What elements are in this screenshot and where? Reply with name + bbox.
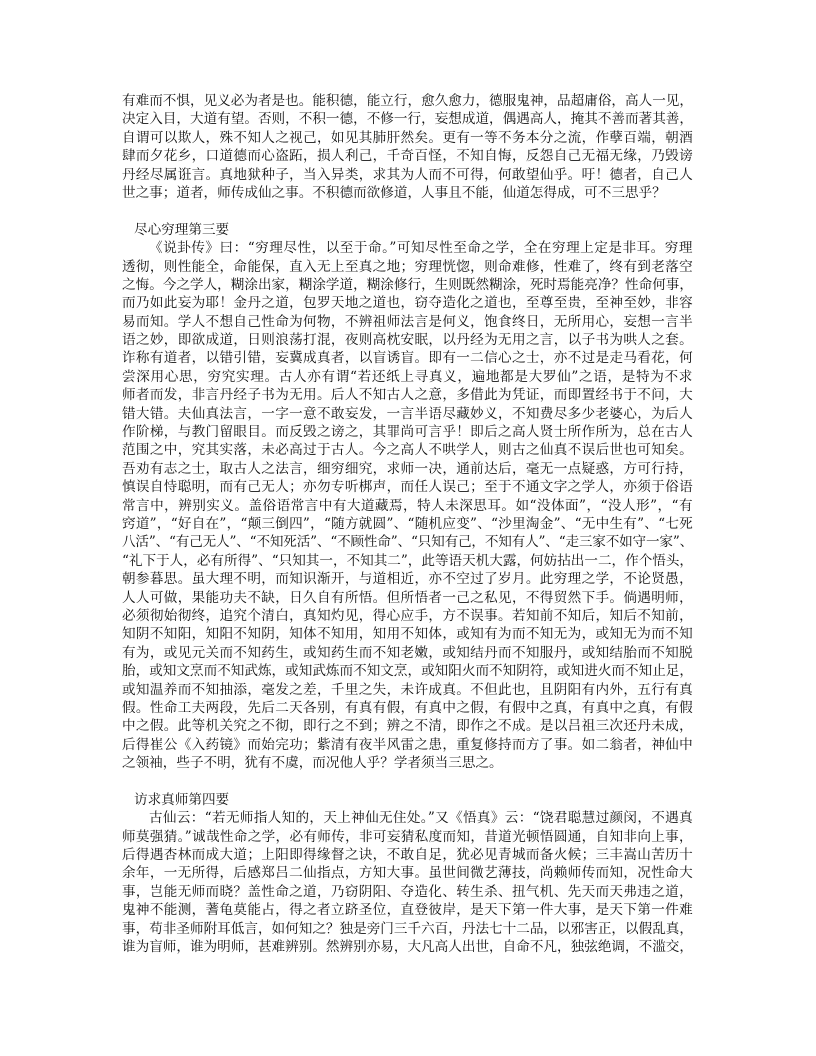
- text-line: [122, 294, 693, 312]
- text-line: [122, 405, 693, 423]
- text-line: [122, 920, 693, 938]
- text-line-content: 透彻，则性能全，命能保，直入无上至真之地；穷理恍惚，则命难修，性难了，终有到老落空: [122, 258, 693, 275]
- text-line: [122, 533, 693, 551]
- text-line: [122, 938, 693, 956]
- text-line-content: 胎，或知文烹而不知武炼，或知武炼而不知文烹，或知阳火而不知阴符，或知进火而不知止足，: [122, 663, 693, 680]
- text-line-content: 或知温养而不知抽添，毫发之差，千里之失，未许成真。不但此也，且阴阳有内外，五行有真: [122, 681, 693, 698]
- text-line-content: 错大错。夫仙真法言，一字一意不敢妄发，一言半语尽藏妙义，不知费尽多少老婆心，为后人: [122, 405, 693, 422]
- text-line-content: 之悔。今之学人，糊涂出家，糊涂学道，糊涂修行，生则既然糊涂，死时焉能亮净？性命何事，: [122, 276, 693, 293]
- text-line: [122, 552, 693, 570]
- text-line-content: 师莫强猜。”诚哉性命之学，必有师传，非可妄猜私度而知，昔道光顿悟圆通，自知非向上事，: [122, 828, 693, 845]
- text-line-content: 必须彻始彻终，追究个清白，真知灼见，得心应手，方不误事。若知前不知后，知后不知前，: [122, 607, 693, 624]
- text-line-content: 后得崔公《入药镜》而始完功；紫清有夜半风雷之患，重复修持而方了事。如二翁者，神仙中: [122, 736, 693, 753]
- paragraph: [122, 809, 693, 956]
- text-line: [122, 717, 693, 735]
- text-line-content: 范围之中，究其实落，未必高过于古人。今之高人不哄学人，则古之仙真不误后世也可知矣。: [122, 442, 693, 459]
- text-line-content: 丹经尽属诳言。真地狱种子，当入异类，求其为人而不可得，何敢望仙乎。吁！德者，自己人: [122, 166, 693, 183]
- text-line-content: 决定入目，大道有望。否则，不积一德，不修一行，妄想成道，偶遇高人，掩其不善而著其善，: [122, 111, 693, 128]
- text-line: [122, 423, 693, 441]
- text-line: [122, 478, 693, 496]
- text-line: [122, 497, 693, 515]
- text-line: [122, 368, 693, 386]
- text-line-content: 易而知。学人不想自己性命为何物，不辨祖师法言是何义，饱食终日，无所用心，妄想一言半: [122, 313, 693, 330]
- text-line: [122, 460, 693, 478]
- text-line: [122, 901, 693, 919]
- text-line-content: 尝深用心思，穷究实理。古人亦有谓“若还纸上寻真义，遍地都是大罗仙”之语，是特为不求: [122, 368, 693, 385]
- text-line-content: 肆而夕花乡，口道德而心盗跖，损人利己，千奇百怪，不知自悔，反怨自己无福无缘，乃毁谤: [122, 148, 693, 165]
- text-line-content: 事，岂能无师而晓？盖性命之道，乃窃阴阳、夺造化、转生杀、扭气机、先天而天弗违之道，: [122, 883, 693, 900]
- text-line: [122, 313, 693, 331]
- text-line-content: 谁为盲师，谁为明师，甚难辨别。然辨别亦易，大凡高人出世，自命不凡，独弦绝调，不滥交，: [122, 938, 693, 955]
- text-line: [122, 92, 693, 110]
- text-line-content: 有难而不惧，见义必为者是也。能积德，能立行，愈久愈力，德服鬼神，品超庸俗，高人一见，: [122, 93, 693, 109]
- text-line: [122, 662, 693, 680]
- text-line-content: 慎误自恃聪明，而有己无人；亦勿专听梆声，而任人误己；至于不通文字之学人，亦须于俗语: [122, 479, 693, 496]
- text-line: [122, 607, 693, 625]
- text-line: [122, 809, 693, 827]
- text-line-content: 作阶梯，与教门留眼目。而反毁之谤之，其罪尚可言乎！即后之高人贤士所作所为，总在古人: [122, 424, 693, 441]
- text-line-content: “礼下于人，必有所得”、“只知其一，不知其二”，此等语天机大露，何妨拈出一二，作个悟头，: [122, 552, 694, 569]
- text-line: [122, 846, 693, 864]
- text-line-content: 诈称有道者，以错引错，妄冀成真者，以盲诱盲。即有一二信心之士，亦不过是走马看花，何: [122, 350, 693, 367]
- text-line: [122, 441, 693, 459]
- text-line-content: 余年，一无所得，后感郑吕二仙指点，方知大事。虽世间微艺薄技，尚赖师传而知，况性命大: [122, 865, 693, 882]
- text-line: [122, 386, 693, 404]
- text-line: [122, 515, 693, 533]
- text-line: [122, 166, 693, 184]
- text-line-content: 鬼神不能测，蓍龟莫能占，得之者立跻圣位，直登彼岸，是天下第一件大事，是天下第一件难: [122, 902, 693, 919]
- text-line-content: 事，苟非圣师附耳低言，如何知之？独是旁门三千六百，丹法七十二品，以邪害正，以假乱真，: [122, 920, 693, 937]
- text-line-content: 而乃如此妄为耶！金丹之道，包罗天地之道也，窃夺造化之道也，至尊至贵，至神至妙，非容: [122, 295, 693, 312]
- text-line-content: 《说卦传》曰：“穷理尽性，以至于命。”可知尽性至命之学，全在穷理上定是非耳。穷理: [149, 240, 693, 257]
- text-line: [122, 239, 693, 257]
- text-line-content: 吾劝有志之士，取古人之法言，细穷细究，求师一决，通前达后，毫无一点疑惑，方可行持，: [122, 460, 693, 477]
- text-line: [122, 864, 693, 882]
- text-line: [122, 258, 693, 276]
- text-line-content: 世之事；道者，师传成仙之事。不积德而欲修道，人事且不能，仙道怎得成，可不三思乎？: [122, 184, 666, 201]
- text-line: [122, 276, 693, 294]
- section-heading: 尽心穷理第三要: [134, 221, 230, 238]
- text-line: [122, 570, 693, 588]
- text-line: [122, 681, 693, 699]
- text-line-content: 窍道”，“好自在”，“颠三倒四”，“随方就圆”、“随机应变”、“沙里淘金”、“无中生有”、“七死: [122, 515, 693, 532]
- text-line: [122, 828, 693, 846]
- text-line-content: 之领袖，些子不明，犹有不虞，而况他人乎？学者须当三思之。: [122, 755, 503, 772]
- text-line-content: 古仙云：“若无师指人知的，天上神仙无住处。”又《悟真》云：“饶君聪慧过颜闵，不遇真: [149, 810, 694, 827]
- text-line: [122, 349, 693, 367]
- text-line-content: 常言中，辨别实义。盖俗语常言中有大道藏焉，特人未深思耳。如“没体面”，“没人形”，“有: [122, 497, 694, 514]
- text-line: [122, 589, 693, 607]
- text-line: [122, 129, 693, 147]
- section-heading: 访求真师第四要: [134, 791, 230, 808]
- text-line-content: 有为，或见元关而不知药生，或知药生而不知老嫩，或知结丹而不知服丹，或知结胎而不知脱: [122, 644, 693, 661]
- text-line: [122, 754, 693, 772]
- paragraph: [122, 92, 693, 202]
- text-line-content: 师者而发，非言丹经子书为无用。后人不知古人之意，多借此为凭证，而即置经书于不问，大: [122, 387, 693, 404]
- text-line-content: 语之妙，即欲成道，日则浪荡打混，夜则高枕安眠，以丹经为无用之言，以子书为哄人之套。: [122, 332, 693, 349]
- document-page: [122, 92, 693, 956]
- text-line: [122, 625, 693, 643]
- text-line-content: 八活”、“有己无人”、“不知死活”、“不顾性命”、“只知有己，不知有人”、“走三家不如守一家”、: [122, 534, 694, 551]
- text-line-content: 假。性命工夫两段，先后二天各别，有真有假，有真中之假，有假中之真，有真中之真，有假: [122, 699, 693, 716]
- text-line: [122, 110, 693, 128]
- text-line: [122, 184, 693, 202]
- text-line-content: 知阴不知阳，知阳不知阴，知体不知用，知用不知体，或知有为而不知无为，或知无为而不知: [122, 626, 693, 643]
- text-line: [122, 699, 693, 717]
- paragraph: [122, 239, 693, 772]
- text-line-content: 后得遇杏林而成大道；上阳即得缘督之诀，不敢自足，犹必见青城而备火候；三丰嵩山苦历十: [122, 847, 693, 864]
- text-line: [122, 736, 693, 754]
- text-line-content: 自谓可以欺人，殊不知人之视己，如见其肺肝然矣。更有一等不务本分之流，作孽百端，朝酒: [122, 129, 693, 146]
- text-line: [122, 644, 693, 662]
- text-line-content: 中之假。此等机关究之不彻，即行之不到；辨之不清，即作之不成。是以吕祖三次还丹未成，: [122, 718, 693, 735]
- text-line-content: 朝参暮思。虽大理不明，而知识渐开，与道相近，亦不空过了岁月。此穷理之学，不论贤愚，: [122, 571, 693, 588]
- text-line: [122, 331, 693, 349]
- text-line: [122, 147, 693, 165]
- text-line-content: 人人可做，果能功夫不缺，日久自有所悟。但所悟者一己之私见，不得贸然下手。倘遇明师，: [122, 589, 693, 606]
- text-line: [122, 883, 693, 901]
